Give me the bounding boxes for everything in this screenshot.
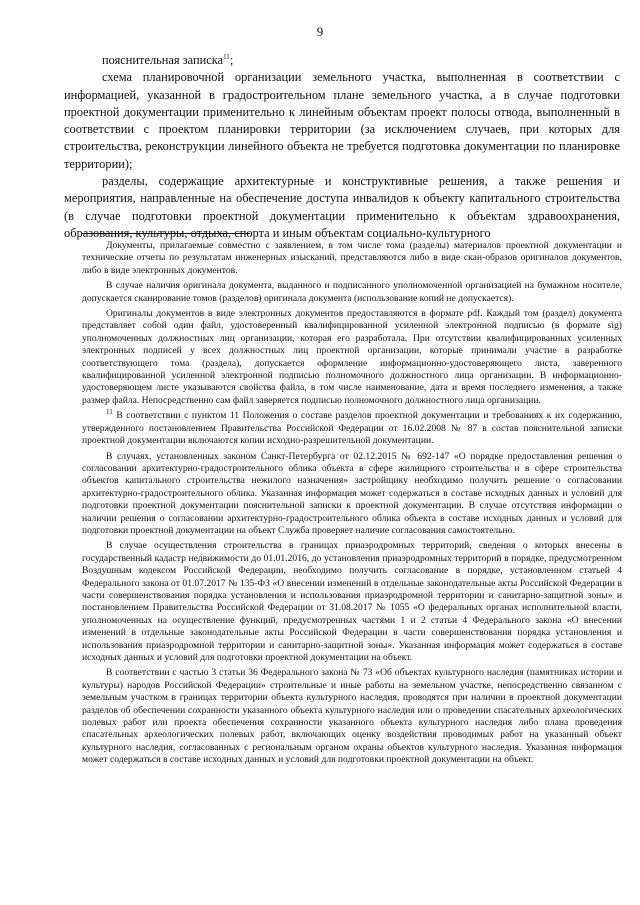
footnotes: [82, 240, 622, 770]
body-text: [64, 52, 620, 242]
footnote-paragraph: В случае наличия оригинала документа, выданного и подписанного уполномоченной организацией на бумажном носителе, допускается сканирование томов (разделов) оригинала документа (использование копий не допускается).: [82, 280, 622, 304]
body-paragraph-architectural: разделы, содержащие архитектурные и конструктивные решения, а также решения и мероприятия, направленные на обеспечение доступа инвалидов к объекту капитального строительства (в случае подготовки проектной документации применительно к объектам здравоохранения, образования, культуры, отдыха, спорта и иным объектам социально-культурного: [64, 174, 620, 240]
footnote-paragraph: В соответствии с частью 3 статьи 36 Федерального закона № 73 «Об объектах культурного наследия (памятниках истории и культуры) народов Российской Федерации» строительные и иные работы на земельном участке, непосредственно связанном с земельным участком в границах территории объекта культурного наследия, проводятся при наличии в проектной документации разделов об обеспечении сохранности указанного объекта культурного наследия или о проведении спасательных археологических полевых работ или проекта обеспечения сохранности указанного объекта культурного наследия либо плана проведения спасательных археологических полевых работ, включающих оценку воздействия проводимых работ на указанный объект культурного наследия, согласованных с региональным органом охраны объектов культурного наследия. Указанная информация может содержаться в составе исходных данных и условий для подготовки проектной документации на объект.: [82, 667, 622, 766]
footnote-paragraph: Документы, прилагаемые совместно с заявлением, в том числе тома (разделы) материалов проектной документации и технические отчеты по результатам инженерных изысканий, представляются либо в виде скан-образов оригиналов документов, либо в виде электронных документов.: [82, 240, 622, 276]
footnote-paragraph: В случае осуществления строительства в границах приаэродромных территорий, сведения о которых внесены в государственный кадастр недвижимости до 01.01.2016, до установления приаэродромных территорий в порядке, предусмотренном Воздушным кодексом Российской Федерации, необходимо получить согласование в порядке, установленном статьей 4 Федерального закона от 01.07.2017 № 135-ФЗ «О внесении изменений в отдельные законодательные акты Российской Федерации в части совершенствования порядка установления и использования приаэродромной территории и санитарно-защитной зоны» и постановлением Правительства Российской Федерации от 31.08.2017 № 1055 «О федеральных органах исполнительной власти, уполномоченных на осуществление функций, предусмотренных частями 1 и 2 статьи 4 Федерального закона «О внесении изменений в отдельные законодательные акты Российской Федерации в части совершенствования порядка установления и использования приаэродромной территории и санитарно-защитной зоны». Указанная информация может содержаться в составе исходных данных и условий для подготовки проектной документации на объект.: [82, 540, 622, 663]
body-paragraph-explanatory-note: пояснительная записка$^{11}$;: [102, 52, 234, 67]
footnote-paragraph: Оригиналы документов в виде электронных документов предоставляются в формате pdf. Каждый том (раздел) документа представляет собой один файл, удостоверенный квалифицированной усиленной электронной подписью (в формате sig) уполномоченных должностных лиц организации, которая его разработала. При отсутствии квалифицированных усиленных электронных подписей у всех должностных лиц проектной организации, которые принимали участие в разработке соответствующего тома (раздела), допускается оформление информационно-удостоверяющего листа, заверенного квалифицированной усиленной электронной подписью полномочного должностного лица организации. В информационно-удостоверяющем листе указываются свойства файла, в том числе наименование, дата и время последнего изменения, а также размер файла. Непосредственно сам файл заверяется подписью полномочного должностного лица организации.: [82, 308, 622, 406]
body-paragraph-site-plan: схема планировочной организации земельного участка, выполненная в соответствии с информацией, указанной в градостроительном плане земельного участка, а в случае подготовки проектной документации применительно к линейным объектам проект полосы отвода, выполненный в соответствии с проектом планировки территории (за исключением случаев, при которых для строительства, реконструкции линейного объекта не требуется подготовка документации по планировке территории);: [64, 70, 620, 171]
footnote-11: $^{11}$ В соответствии с пунктом 11 Положения о составе разделов проектной документации и требованиях к их содержанию, утвержденного постановлением Правительства Российской Федерации от 16.02.2008 № 87 в состав пояснительной записки проектной документации включаются копии исходно-разрешительной документации.: [82, 408, 622, 447]
footnote-separator: [82, 233, 250, 234]
footnote-marker: 11: [106, 408, 113, 417]
footnote-ref-11[interactable]: 11: [223, 52, 230, 61]
footnote-paragraph: В случаях, установленных законом Санкт-Петербурга от 02.12.2015 № 692-147 «О порядке предоставления решения о согласовании архитектурно-градостроительного облика объекта в сфере жилищного строительства и в сфере строительства объектов капитального строительства нежилого назначения» застройщику необходимо получить решение о согласовании архитектурно-градостроительного облика. Указанная информация может содержаться в составе исходных данных и условий для подготовки проектной документации пояснительной записки к проектной документации. В случае отсутствия информации о наличии решения о согласовании архитектурно-градостроительного облика объекта в составе исходных данных и условий для подготовки проектной документации на объект Служба проверяет наличие согласования самостоятельно.: [82, 450, 622, 536]
page-number: 9: [316, 24, 324, 39]
